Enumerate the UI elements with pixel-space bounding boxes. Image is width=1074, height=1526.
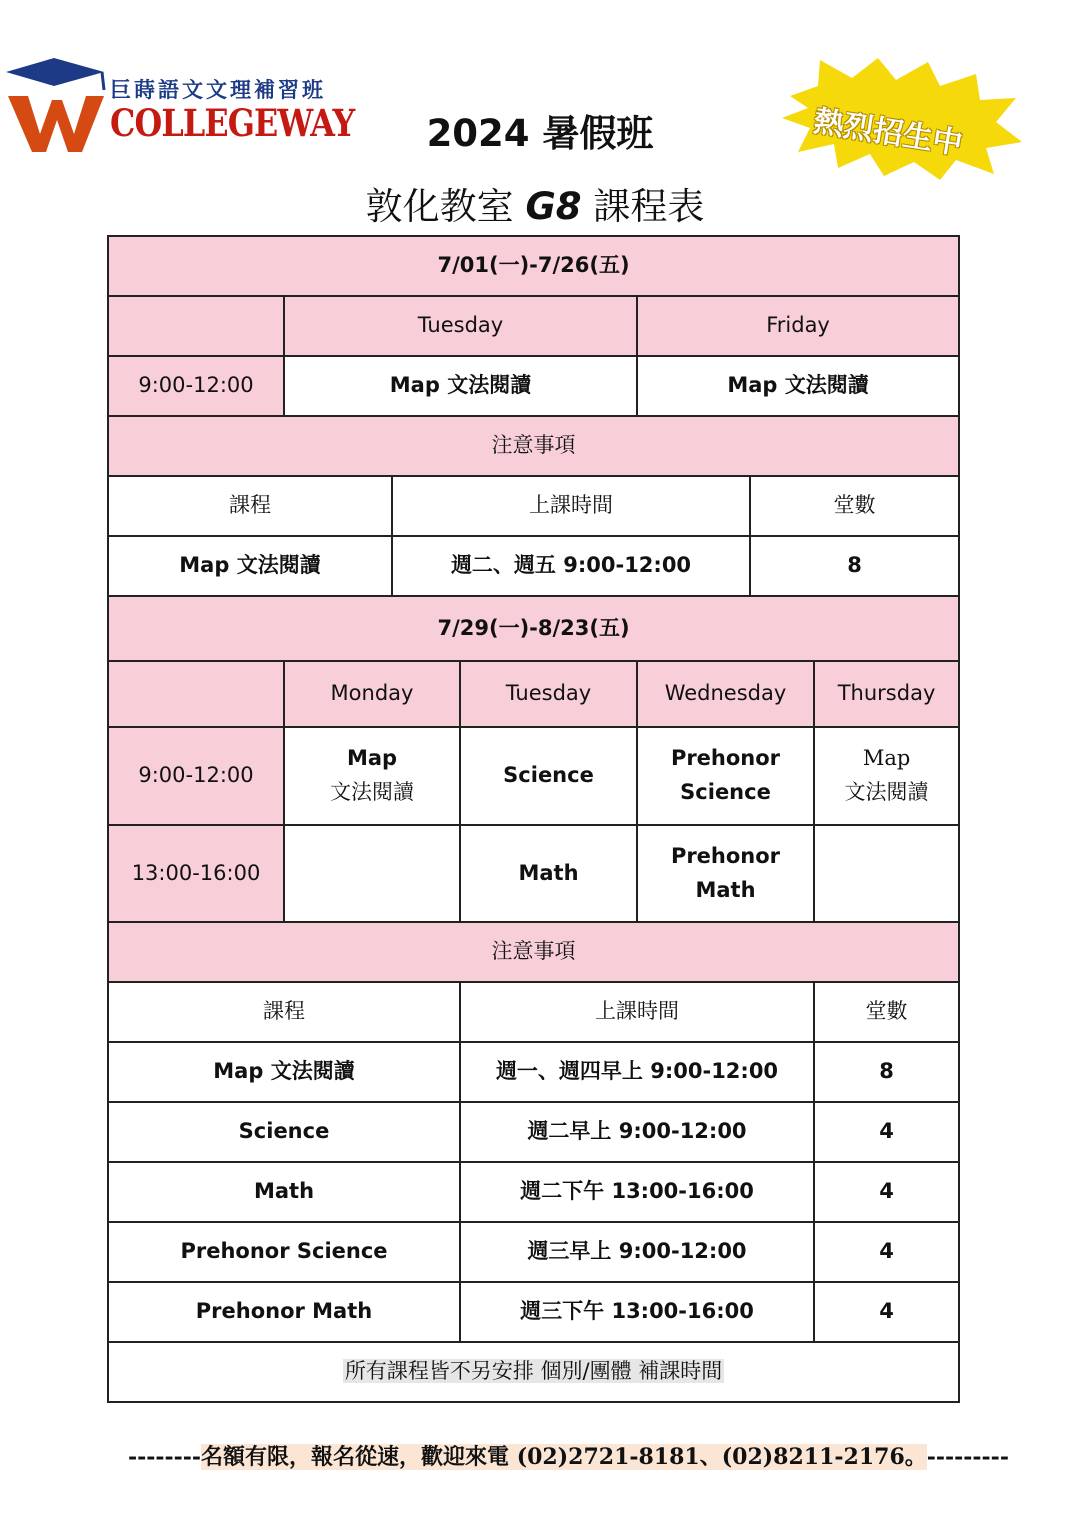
session1-notes-header-course: 課程 — [108, 476, 392, 536]
class-line: Map — [862, 746, 911, 771]
session1-date-range: 7/01(一)-7/26(五) — [108, 236, 959, 296]
footer-contact-text: 名額有限，報名從速，歡迎來電 (02)2721-8181、(02)8211-2176。 — [201, 1444, 927, 1470]
session2-class-cell — [637, 825, 814, 922]
class-line: 文法閱讀 — [330, 780, 414, 804]
table-row — [108, 1042, 959, 1102]
session1-notes-time: 週二、週五 9:00-12:00 — [392, 536, 750, 596]
footer-dashes-left: -------- — [128, 1444, 202, 1470]
notes-time: 週三早上 9:00-12:00 — [460, 1222, 814, 1282]
logo-english-name: COLLEGEWAY — [110, 101, 355, 145]
session2-class-cell — [814, 727, 959, 825]
session1-time-slot: 9:00-12:00 — [108, 356, 284, 416]
session2-day-wednesday: Wednesday — [637, 661, 814, 727]
class-line: Prehonor — [670, 746, 781, 771]
notes-time: 週一、週四早上 9:00-12:00 — [460, 1042, 814, 1102]
page-subtitle — [300, 176, 770, 230]
table-row — [108, 1222, 959, 1282]
session2-day-tuesday: Tuesday — [460, 661, 637, 727]
class-line: Math — [695, 877, 756, 902]
session2-class-cell — [460, 727, 637, 825]
session1-class-cell: Map 文法閱讀 — [637, 356, 959, 416]
notes-count: 4 — [814, 1102, 959, 1162]
session1-day-tuesday: Tuesday — [284, 296, 637, 356]
session2-class-cell — [284, 727, 460, 825]
session2-notes-header-course: 課程 — [108, 982, 460, 1042]
notes-course: Prehonor Math — [108, 1282, 460, 1342]
class-line: Math — [518, 860, 579, 885]
class-line: Map — [346, 746, 398, 771]
notes-course: Math — [108, 1162, 460, 1222]
class-line: 文法閱讀 — [844, 780, 929, 804]
session2-day-thursday: Thursday — [814, 661, 959, 727]
session1-notes-course: Map 文法閱讀 — [108, 536, 392, 596]
notes-time: 週二早上 9:00-12:00 — [460, 1102, 814, 1162]
session1-corner-cell — [108, 296, 284, 356]
session2-corner-cell — [108, 661, 284, 727]
notes-course: Prehonor Science — [108, 1222, 460, 1282]
class-line: Science — [680, 780, 771, 804]
session2-class-cell-empty — [814, 825, 959, 922]
class-line: Prehonor — [670, 843, 781, 868]
classroom-name: 敦化教室 — [365, 185, 514, 228]
notes-time: 週三下午 13:00-16:00 — [460, 1282, 814, 1342]
table-row — [108, 1102, 959, 1162]
session1-notes-count: 8 — [750, 536, 959, 596]
logo-chinese-name: 巨蒔語文文理補習班 — [110, 77, 326, 102]
session1-class-cell: Map 文法閱讀 — [284, 356, 637, 416]
session2-notes-title: 注意事項 — [108, 922, 959, 982]
contact-footer — [128, 1440, 1028, 1471]
session2-time-slot-morning: 9:00-12:00 — [108, 727, 284, 825]
schedule-label: 課程表 — [593, 185, 705, 228]
notes-course: Science — [108, 1102, 460, 1162]
notes-course: Map 文法閱讀 — [108, 1042, 460, 1102]
enrollment-badge: 熱烈招生中 — [811, 103, 965, 162]
session1-notes-header-count: 堂數 — [750, 476, 959, 536]
collegeway-logo — [6, 56, 355, 156]
schedule-table — [107, 235, 960, 1403]
notes-count: 4 — [814, 1162, 959, 1222]
notes-count: 4 — [814, 1222, 959, 1282]
session2-notes-header-count: 堂數 — [814, 982, 959, 1042]
table-row — [108, 1282, 959, 1342]
class-line: Science — [503, 763, 594, 788]
session2-time-slot-afternoon: 13:00-16:00 — [108, 825, 284, 922]
grade-label: G8 — [525, 185, 582, 228]
session2-class-cell — [460, 825, 637, 922]
makeup-policy-text: 所有課程皆不另安排 個別/團體 補課時間 — [344, 1359, 723, 1384]
notes-count: 8 — [814, 1042, 959, 1102]
session2-class-cell — [637, 727, 814, 825]
notes-count: 4 — [814, 1282, 959, 1342]
session2-date-range: 7/29(一)-8/23(五) — [108, 596, 959, 661]
page-title: 2024 暑假班 — [426, 112, 654, 155]
notes-time: 週二下午 13:00-16:00 — [460, 1162, 814, 1222]
session1-notes-title: 注意事項 — [108, 416, 959, 476]
session1-day-friday: Friday — [637, 296, 959, 356]
session2-notes-header-time: 上課時間 — [460, 982, 814, 1042]
session2-class-cell-empty — [284, 825, 460, 922]
session1-notes-header-time: 上課時間 — [392, 476, 750, 536]
table-row — [108, 1162, 959, 1222]
session2-day-monday: Monday — [284, 661, 460, 727]
makeup-policy-note — [108, 1342, 959, 1402]
footer-dashes-right: --------- — [926, 1444, 1009, 1470]
